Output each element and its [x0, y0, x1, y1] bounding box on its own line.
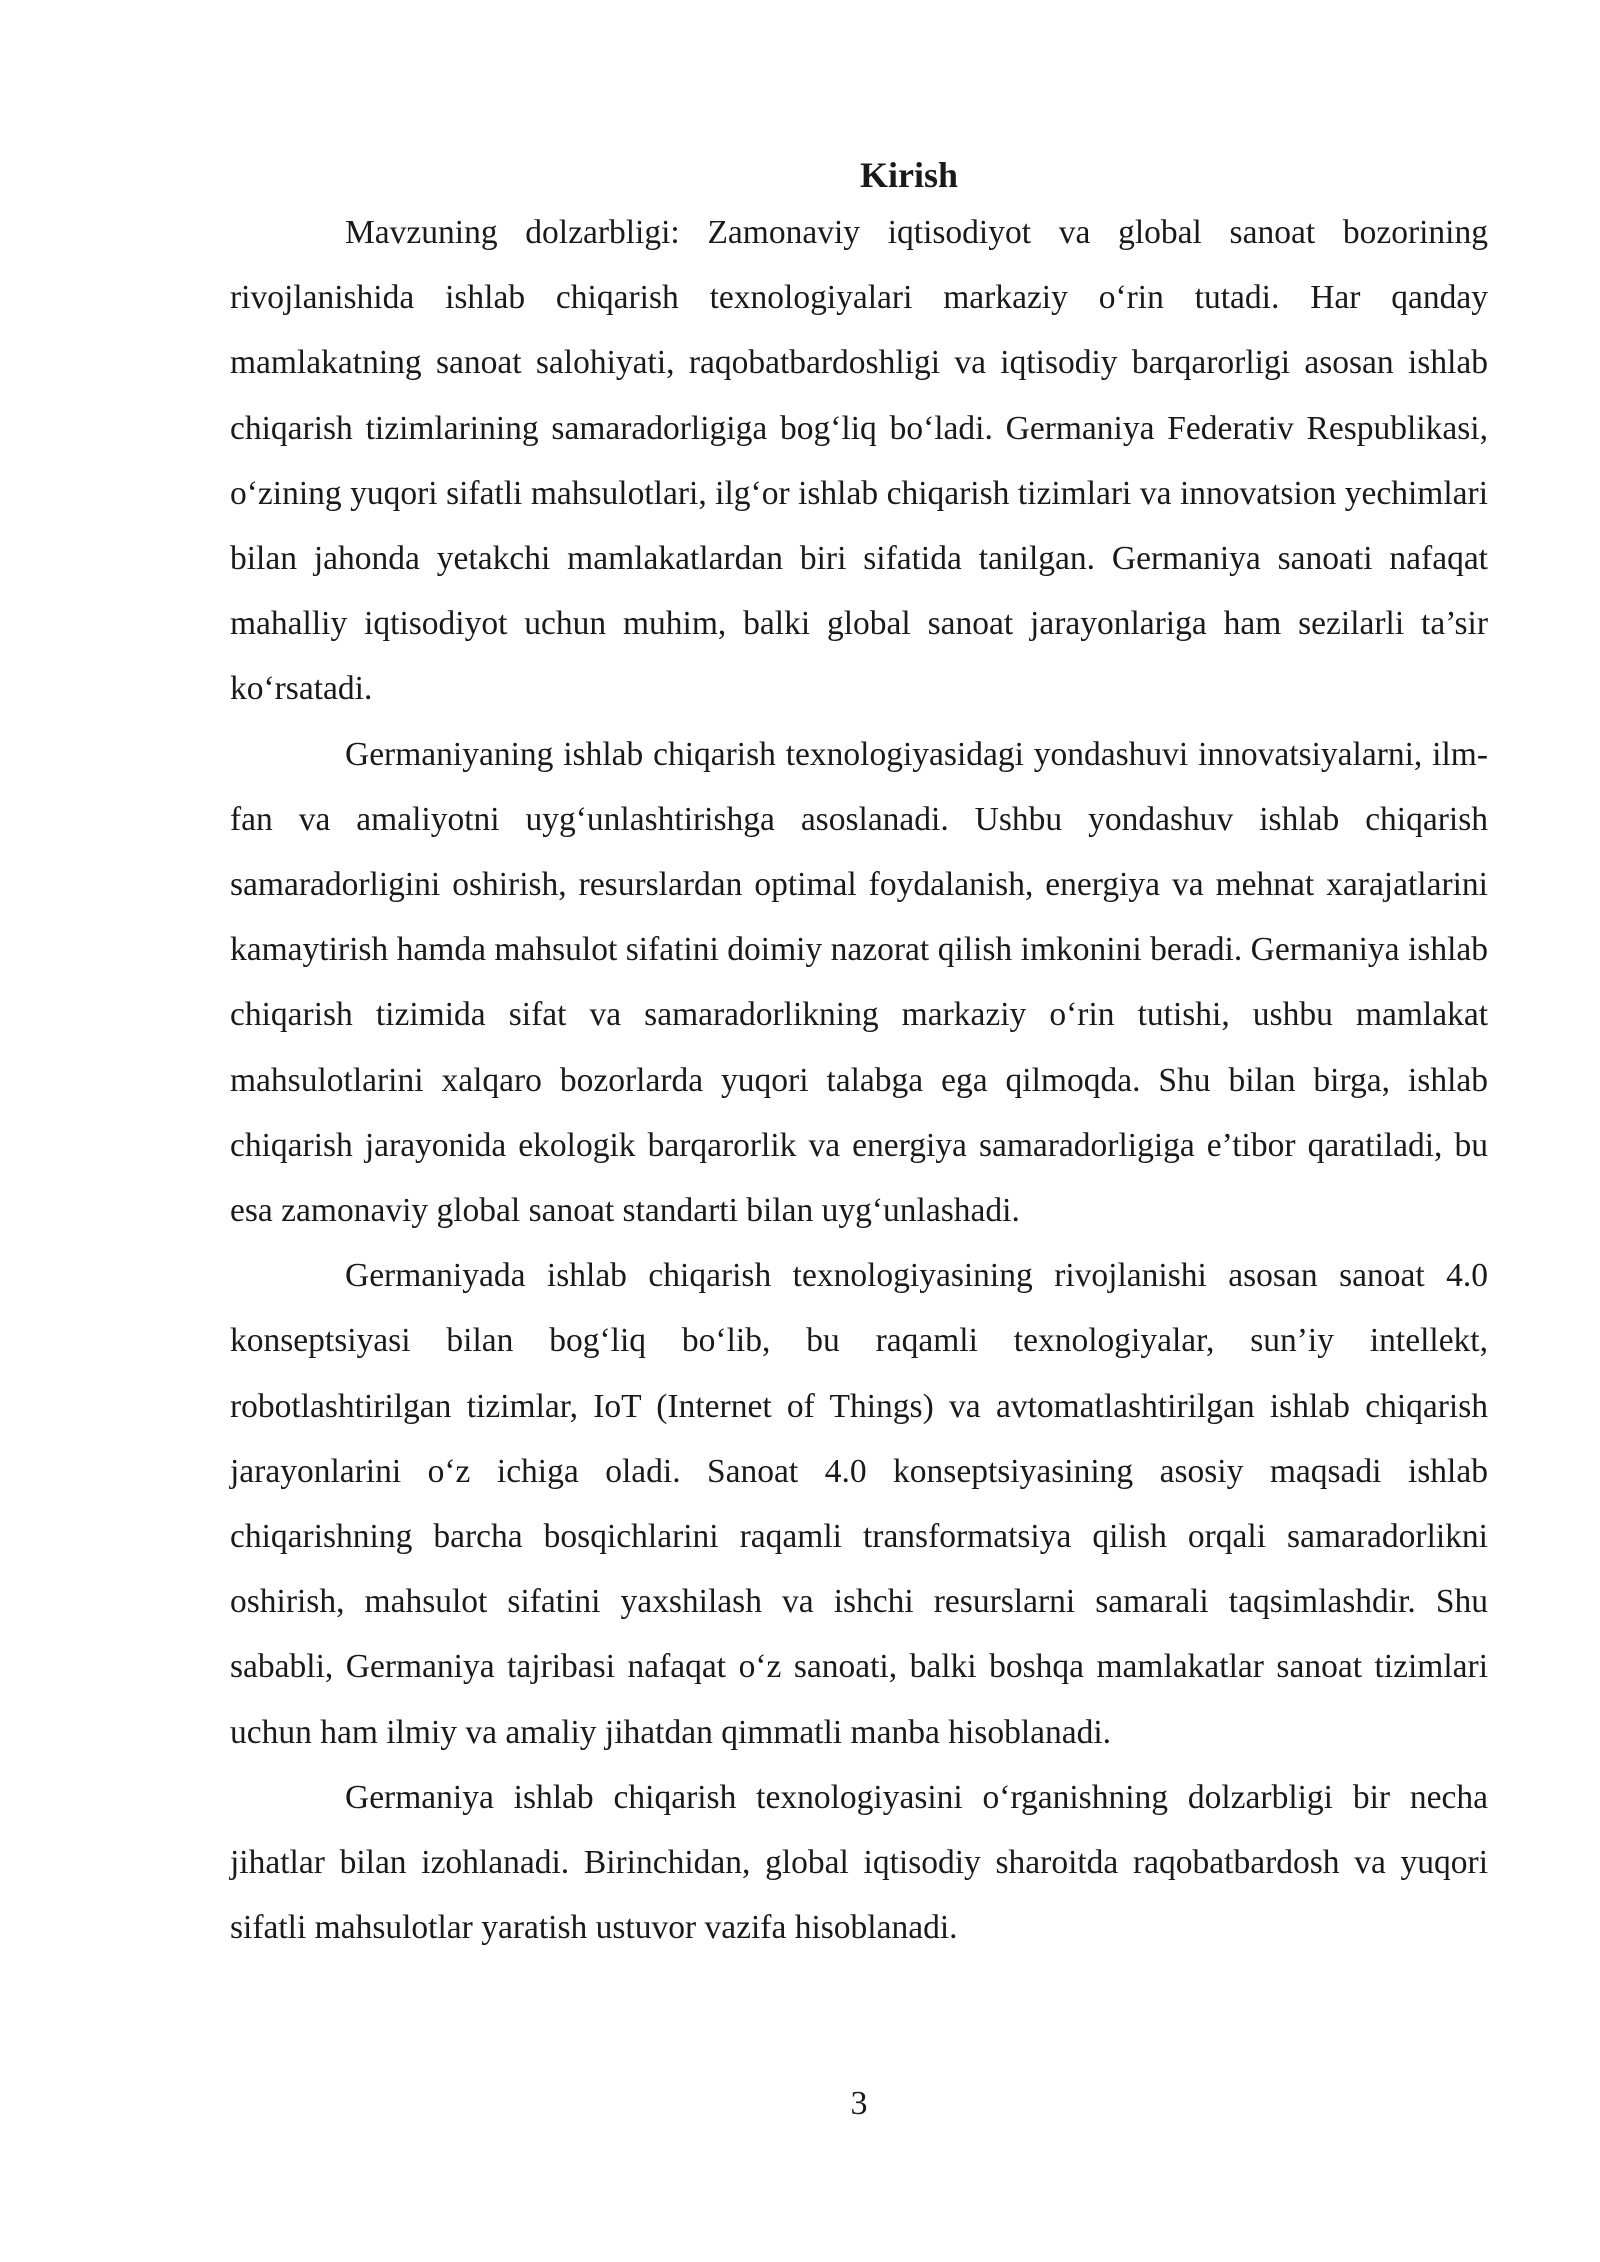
- paragraph-importance: Germaniya ishlab chiqarish texnologiyasini o‘rganishning dolzarbligi bir necha jihatlar bilan izohlanadi. Birinchidan, global iqtisodiy sharoitda raqobatbardosh va yuqori sifatli mahsulotlar yaratish ustuvor vazifa hisoblanadi.: [230, 1778, 1488, 1947]
- paragraph-relevance: Mavzuning dolzarbligi: Zamonaviy iqtisodiyot va global sanoat bozorining rivojlanishida ishlab chiqarish texnologiyalari markaziy o‘rin tutadi. Har qanday mamlakatning sanoat salohiyati, raqobatbardoshligi va iqtisodiy barqarorligi asosan ishlab chiqarish tizimlarining samaradorligiga bog‘liq bo‘ladi. Germaniya Federativ Respublikasi, o‘zining yuqori sifatli mahsulotlari, ilg‘or ishlab chiqarish tizimlari va innovatsion yechimlari bilan jahonda yetakchi mamlakatlardan biri sifatida tanilgan. Germaniya sanoati nafaqat mahalliy iqtisodiyot uchun muhim, balki global sanoat jarayonlariga ham sezilarli ta’sir ko‘rsatadi.: [230, 214, 1488, 708]
- paragraph-approach: Germaniyaning ishlab chiqarish texnologiyasidagi yondashuvi innovatsiyalarni, ilm-fan va amaliyotni uyg‘unlashtirishga asoslanadi. Ushbu yondashuv ishlab chiqarish samaradorligini oshirish, resurslardan optimal foydalanish, energiya va mehnat xarajatlarini kamaytirish hamda mahsulot sifatini doimiy nazorat qilish imkonini beradi. Germaniya ishlab chiqarish tizimida sifat va samaradorlikning markaziy o‘rin tutishi, ushbu mamlakat mahsulotlarini xalqaro bozorlarda yuqori talabga ega qilmoqda. Shu bilan birga, ishlab chiqarish jarayonida ekologik barqarorlik va energiya samaradorligiga e’tibor qaratiladi, bu esa zamonaviy global sanoat standarti bilan uyg‘unlashadi.: [230, 735, 1488, 1230]
- section-title: Kirish: [859, 155, 958, 195]
- page-content: [230, 150, 1488, 1960]
- paragraph-industry-4: Germaniyada ishlab chiqarish texnologiyasining rivojlanishi asosan sanoat 4.0 konseptsiyasi bilan bog‘liq bo‘lib, bu raqamli texnologiyalar, sun’iy intellekt, robotlashtirilgan tizimlar, IoT (Internet of Things) va avtomatlashtirilgan ishlab chiqarish jarayonlarini o‘z ichiga oladi. Sanoat 4.0 konseptsiyasining asosiy maqsadi ishlab chiqarishning barcha bosqichlarini raqamli transformatsiya qilish orqali samaradorlikni oshirish, mahsulot sifatini yaxshilash va ishchi resurslarni samarali taqsimlashdir. Shu sababli, Germaniya tajribasi nafaqat o‘z sanoati, balki boshqa mamlakatlar sanoat tizimlari uchun ham ilmiy va amaliy jihatdan qimmatli manba hisoblanadi.: [230, 1257, 1488, 1751]
- page-number: 3: [850, 2085, 868, 2122]
